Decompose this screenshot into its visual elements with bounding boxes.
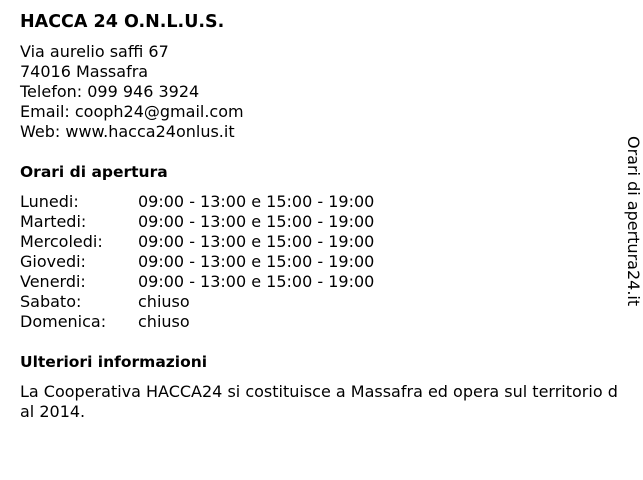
- hours-row-sunday: [20, 312, 620, 332]
- day-label: Lunedi:: [20, 192, 79, 211]
- address-city: 74016 Massafra: [20, 62, 149, 81]
- hours-row-monday: [20, 192, 620, 212]
- opening-hours-heading: Orari di apertura: [20, 163, 168, 181]
- address-street: Via aurelio saffi 67: [20, 42, 169, 61]
- hours-value: chiuso: [138, 312, 190, 331]
- day-label: Giovedi:: [20, 252, 86, 271]
- business-card: [20, 10, 620, 422]
- web-text: Web: www.hacca24onlus.it: [20, 122, 235, 141]
- hours-value: 09:00 - 13:00 e 15:00 - 19:00: [138, 232, 375, 251]
- phone-text: Telefon: 099 946 3924: [20, 82, 200, 101]
- hours-value: 09:00 - 13:00 e 15:00 - 19:00: [138, 252, 375, 271]
- hours-row-wednesday: [20, 232, 620, 252]
- more-info-text: La Cooperativa HACCA24 si costituisce a Massafra ed opera sul territorio dal 2014.: [20, 382, 618, 421]
- opening-hours-table: [20, 192, 620, 332]
- hours-row-thursday: [20, 252, 620, 272]
- hours-row-friday: [20, 272, 620, 292]
- day-label: Domenica:: [20, 312, 107, 331]
- day-label: Sabato:: [20, 292, 82, 311]
- hours-value: 09:00 - 13:00 e 15:00 - 19:00: [138, 192, 375, 211]
- hours-row-saturday: [20, 292, 620, 312]
- hours-value: 09:00 - 13:00 e 15:00 - 19:00: [138, 212, 375, 231]
- email-text: Email: cooph24@gmail.com: [20, 102, 244, 121]
- side-brand-watermark: Orari di apertura24.it: [624, 136, 643, 307]
- hours-row-tuesday: [20, 212, 620, 232]
- hours-value: chiuso: [138, 292, 190, 311]
- day-label: Mercoledi:: [20, 232, 103, 251]
- business-name: HACCA 24 O.N.L.U.S.: [20, 12, 225, 32]
- day-label: Martedi:: [20, 212, 87, 231]
- more-info-heading: Ulteriori informazioni: [20, 353, 208, 371]
- hours-value: 09:00 - 13:00 e 15:00 - 19:00: [138, 272, 375, 291]
- day-label: Venerdi:: [20, 272, 86, 291]
